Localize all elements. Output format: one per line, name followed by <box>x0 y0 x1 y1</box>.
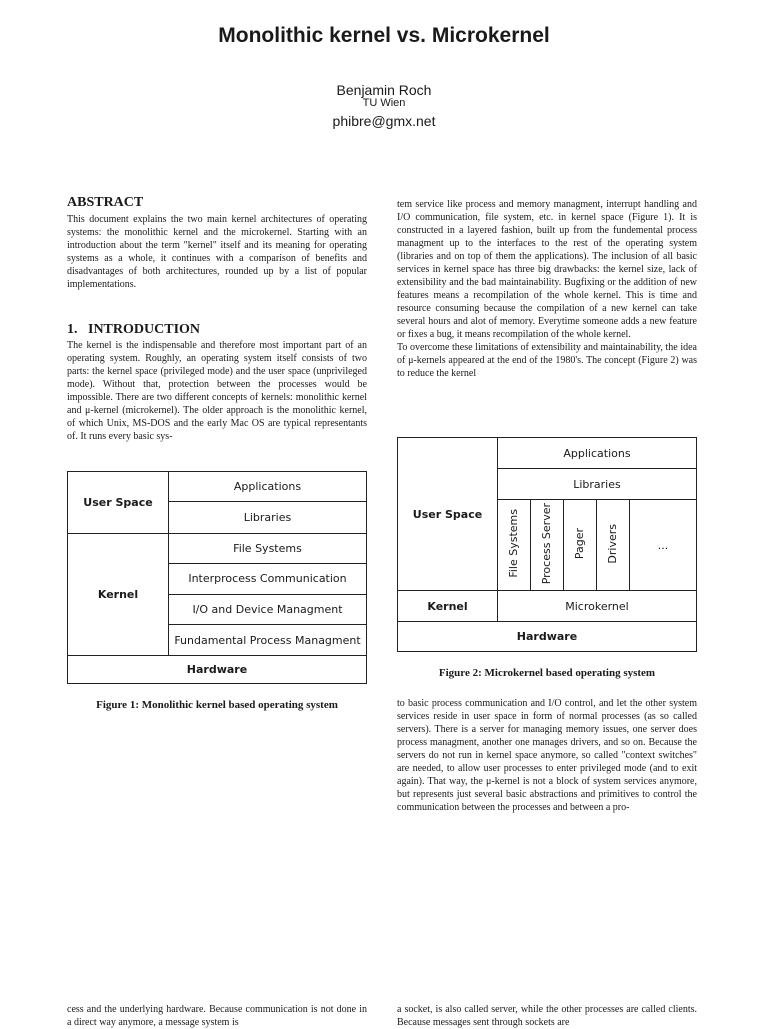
fig2-server-more: ... <box>630 500 697 591</box>
paper-title: Monolithic kernel vs. Microkernel <box>218 24 550 47</box>
fig2-server-process <box>531 500 564 591</box>
fig2-user-space: User Space <box>398 438 498 591</box>
fig1-applications: Applications <box>169 472 367 502</box>
fig2-microkernel: Microkernel <box>498 591 697 622</box>
fig2-server-label: Drivers <box>606 523 619 564</box>
fig2-server-label: File Systems <box>507 509 520 578</box>
fig1-process-management: Fundamental Process Managment <box>169 625 367 655</box>
author-affiliation: TU Wien <box>362 97 406 109</box>
footer-left-paragraph: cess and the underlying hardware. Because communication is not done in a direct way anymore, a message system is <box>67 1004 367 1028</box>
fig1-kernel: Kernel <box>68 533 169 655</box>
author-email: phibre@gmx.net <box>332 113 436 129</box>
introduction-text: The kernel is the indispensable and therefore most important part of an operating system. Roughly, an operating system itself consists of two parts: the kernel space (privileged mode) and the user space (unprivileged mode). Without that, protection between the processes would be impossible. There are two different concepts of kernels: monolithic kernel and μ-kernel (microkernel). The older approach is the monolithic kernel, of which Unix, MS-DOS and the early Mac OS are typical representants of. It runs every basic sys- <box>67 340 367 442</box>
fig1-ipc: Interprocess Communication <box>169 563 367 594</box>
footer-right-paragraph: a socket, is also called server, while the other processes are called clients. Because messages sent through sockets are <box>397 1004 697 1028</box>
fig2-server-pager <box>564 500 597 591</box>
fig2-libraries: Libraries <box>498 469 697 500</box>
author-name: Benjamin Roch <box>336 82 432 98</box>
abstract-text: This document explains the two main kernel architectures of operating systems: the monolithic kernel and the microkernel. Starting with an introduction about the term "kernel" itself and its meaning for operating systems as a whole, it continues with a comparison of benefits and disadvantages of both architectures, rounded up by a list of popular implementations. <box>67 214 367 290</box>
fig2-server-drivers <box>597 500 630 591</box>
fig1-user-space: User Space <box>68 472 169 534</box>
right-paragraph-2: To overcome these limitations of extensibility and maintainability, the idea of μ-kernels appeared at the end of the 1980's. The concept (Figure 2) was to reduce the kernel <box>397 342 697 379</box>
fig2-hardware: Hardware <box>398 622 697 652</box>
footer-left-text <box>67 1003 367 1029</box>
right-paragraph-3: to basic process communication and I/O control, and let the other system services reside in user space in form of normal processes (as so called servers). There is a server for managing memory issues, one server does process managment, another one manages drivers, and so on. Because the servers do not run in kernel space anymore, so called "context switches" are needed, to allow user processes to enter privileged mode (and to exit again). That way, the μ-kernel is not a block of system services anymore, but represents just several basic abstractions and primitives to control the communication between the processes and between a pro- <box>397 698 697 813</box>
fig2-server-label: Pager <box>573 527 586 560</box>
fig1-file-systems: File Systems <box>169 533 367 563</box>
fig2-kernel: Kernel <box>398 591 498 622</box>
figure-1-diagram <box>67 471 367 684</box>
footer-right-text <box>397 1003 697 1029</box>
fig1-io-device: I/O and Device Managment <box>169 595 367 625</box>
fig1-hardware: Hardware <box>68 655 367 683</box>
abstract-section <box>67 195 367 291</box>
fig2-server-label: Process Server <box>540 502 553 585</box>
right-paragraph-1: tem service like process and memory managment, interrupt handling and I/O communication, file system, etc. in kernel space (Figure 1). It is constructed in a layered fashion, built up from the fundemental process managment up to the interfaces to the rest of the operating system (libraries and on top of them the applications). The inclusion of all basic services in kernel space has three big drawbacks: the kernel size, lack of extensibility and the bad maintainability. Bugfixing or the addition of new features means a recompilation of the whole kernel. This is time and resource consuming because the compilation of a new kernel can take several hours and alot of memory. Everytime someone adds a new feature or fixes a bug, it means recompilation of the whole kernel. <box>397 199 697 340</box>
fig2-applications: Applications <box>498 438 697 469</box>
figure-2-diagram <box>397 437 697 651</box>
introduction-section <box>67 322 367 443</box>
abstract-heading: ABSTRACT <box>67 195 144 210</box>
right-column-text <box>397 198 697 380</box>
figure-1-caption: Figure 1: Monolithic kernel based operating system <box>96 699 338 711</box>
introduction-heading: 1. INTRODUCTION <box>67 322 201 337</box>
right-column-continuation <box>397 697 697 814</box>
fig1-libraries: Libraries <box>169 502 367 533</box>
figure-2-caption: Figure 2: Microkernel based operating system <box>438 667 656 679</box>
fig2-server-file-systems <box>498 500 531 591</box>
